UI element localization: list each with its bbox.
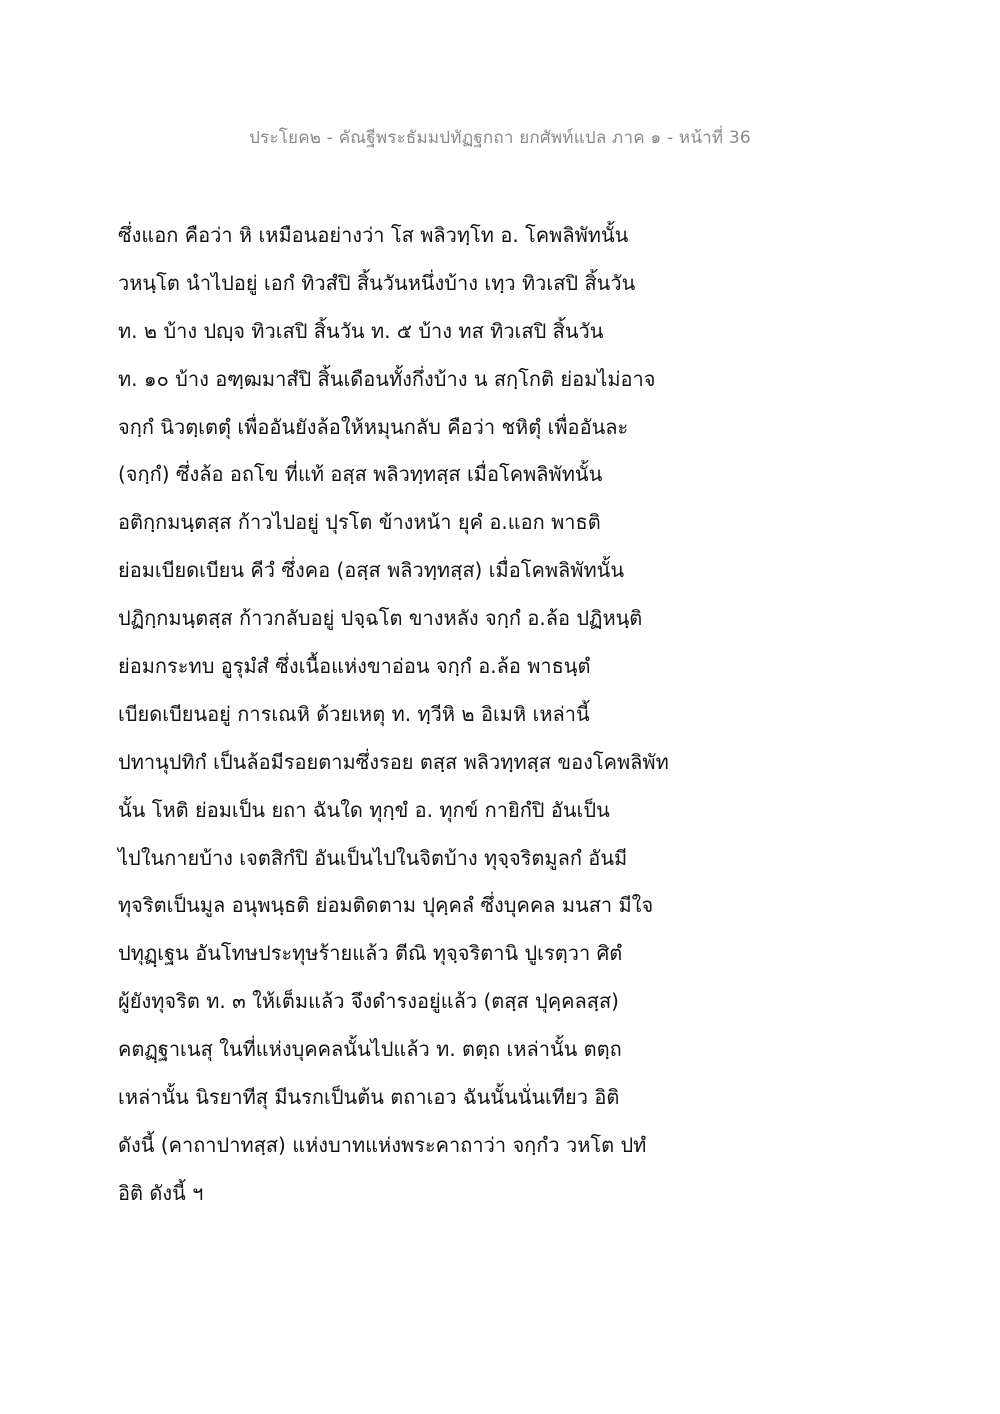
text-line: ท. ๒ บ้าง ปญฺจ ทิวเสปิ สิ้นวัน ท. ๕ บ้าง ทส ทิวเสปิ สิ้นวัน <box>118 318 604 343</box>
text-line: จกฺกํ นิวตฺเตตุํ เพื่ออันยังล้อให้หมุนกลับ คือว่า ชหิตุํ เพื่ออันละ <box>118 414 629 439</box>
text-line: ไปในกายบ้าง เจตสิกํปิ อันเป็นไปในจิตบ้าง ทุจฺจริตมูลกํ อันมี <box>118 845 628 870</box>
text-line: ผู้ยังทุจริต ท. ๓ ให้เต็มแล้ว จึงดำรงอยู่แล้ว (ตสฺส ปุคฺคลสฺส) <box>118 989 619 1014</box>
text-line: ดังนี้ (คาถาปาทสฺส) แห่งบาทแห่งพระคาถาว่า จกฺกํว วหโต ปทํ <box>118 1132 647 1157</box>
text-line: ย่อมเบียดเบียน คีวํ ซึ่งคอ (อสฺส พลิวทฺทสฺส) เมื่อโคพลิพัทนั้น <box>118 558 624 583</box>
text-line: ปฏิกฺกมนฺตสฺส ก้าวกลับอยู่ ปจฺฉโต ขางหลัง จกฺกํ อ.ล้อ ปฏิหนฺติ <box>118 606 643 631</box>
text-line: ทุจริตเป็นมูล อนุพนฺธติ ย่อมติดตาม ปุคฺคลํ ซึ่งบุคคล มนสา มีใจ <box>118 893 654 918</box>
body-text <box>118 212 718 1218</box>
text-line: ปทานุปทิกํ เป็นล้อมีรอยตามซึ่งรอย ตสฺส พลิวทฺทสฺส ของโคพลิพัท <box>118 749 669 774</box>
text-line: อิติ ดังนี้ ฯ <box>118 1180 204 1205</box>
text-line: คตฏฺฐาเนสุ ในที่แห่งบุคคลนั้นไปแล้ว ท. ตตฺถ เหล่านั้น ตตฺถ <box>118 1037 622 1062</box>
text-line: (จกฺกํ) ซึ่งล้อ อถโข ที่แท้ อสฺส พลิวทฺทสฺส เมื่อโคพลิพัทนั้น <box>118 462 603 487</box>
text-line: ท. ๑๐ บ้าง อฑฺฒมาสํปิ สิ้นเดือนทั้งกึ่งบ้าง น สกฺโกติ ย่อมไม่อาจ <box>118 366 656 391</box>
text-line: ย่อมกระทบ อูรุมํสํ ซึ่งเนื้อแห่งขาอ่อน จกฺกํ อ.ล้อ พาธนฺตํ <box>118 654 591 679</box>
text-line: ซึ่งแอก คือว่า หิ เหมือนอย่างว่า โส พลิวทฺโท อ. โคพลิพัทนั้น <box>118 223 629 247</box>
text-line: วหนฺโต นำไปอยู่ เอกํ ทิวสํปิ สิ้นวันหนึ่งบ้าง เทฺว ทิวเสปิ สิ้นวัน <box>118 270 636 295</box>
running-header: ประโยค๒ - คัณฐีพระธัมมปทัฏฐกถา ยกศัพท์แปล ภาค ๑ - หน้าที่ 36 <box>249 128 751 148</box>
text-line: นั้น โหติ ย่อมเป็น ยถา ฉันใด ทุกฺขํ อ. ทุกข์ กายิกํปิ อันเป็น <box>118 797 610 822</box>
text-line: เหล่านั้น นิรยาทีสุ มีนรกเป็นต้น ตถาเอว ฉันนั้นนั่นเทียว อิติ <box>118 1085 620 1110</box>
text-line: เบียดเบียนอยู่ การเณหิ ด้วยเหตุ ท. ทฺวีหิ ๒ อิเมหิ เหล่านี้ <box>118 701 590 726</box>
text-line: ปทุฏฺเฐน อันโทษประทุษร้ายแล้ว ตีณิ ทุจฺจริตานิ ปูเรตฺวา ศิตํ <box>118 941 623 966</box>
text-line: อติกฺกมนฺตสฺส ก้าวไปอยู่ ปุรโต ข้างหน้า ยุคํ อ.แอก พาธติ <box>118 510 601 535</box>
